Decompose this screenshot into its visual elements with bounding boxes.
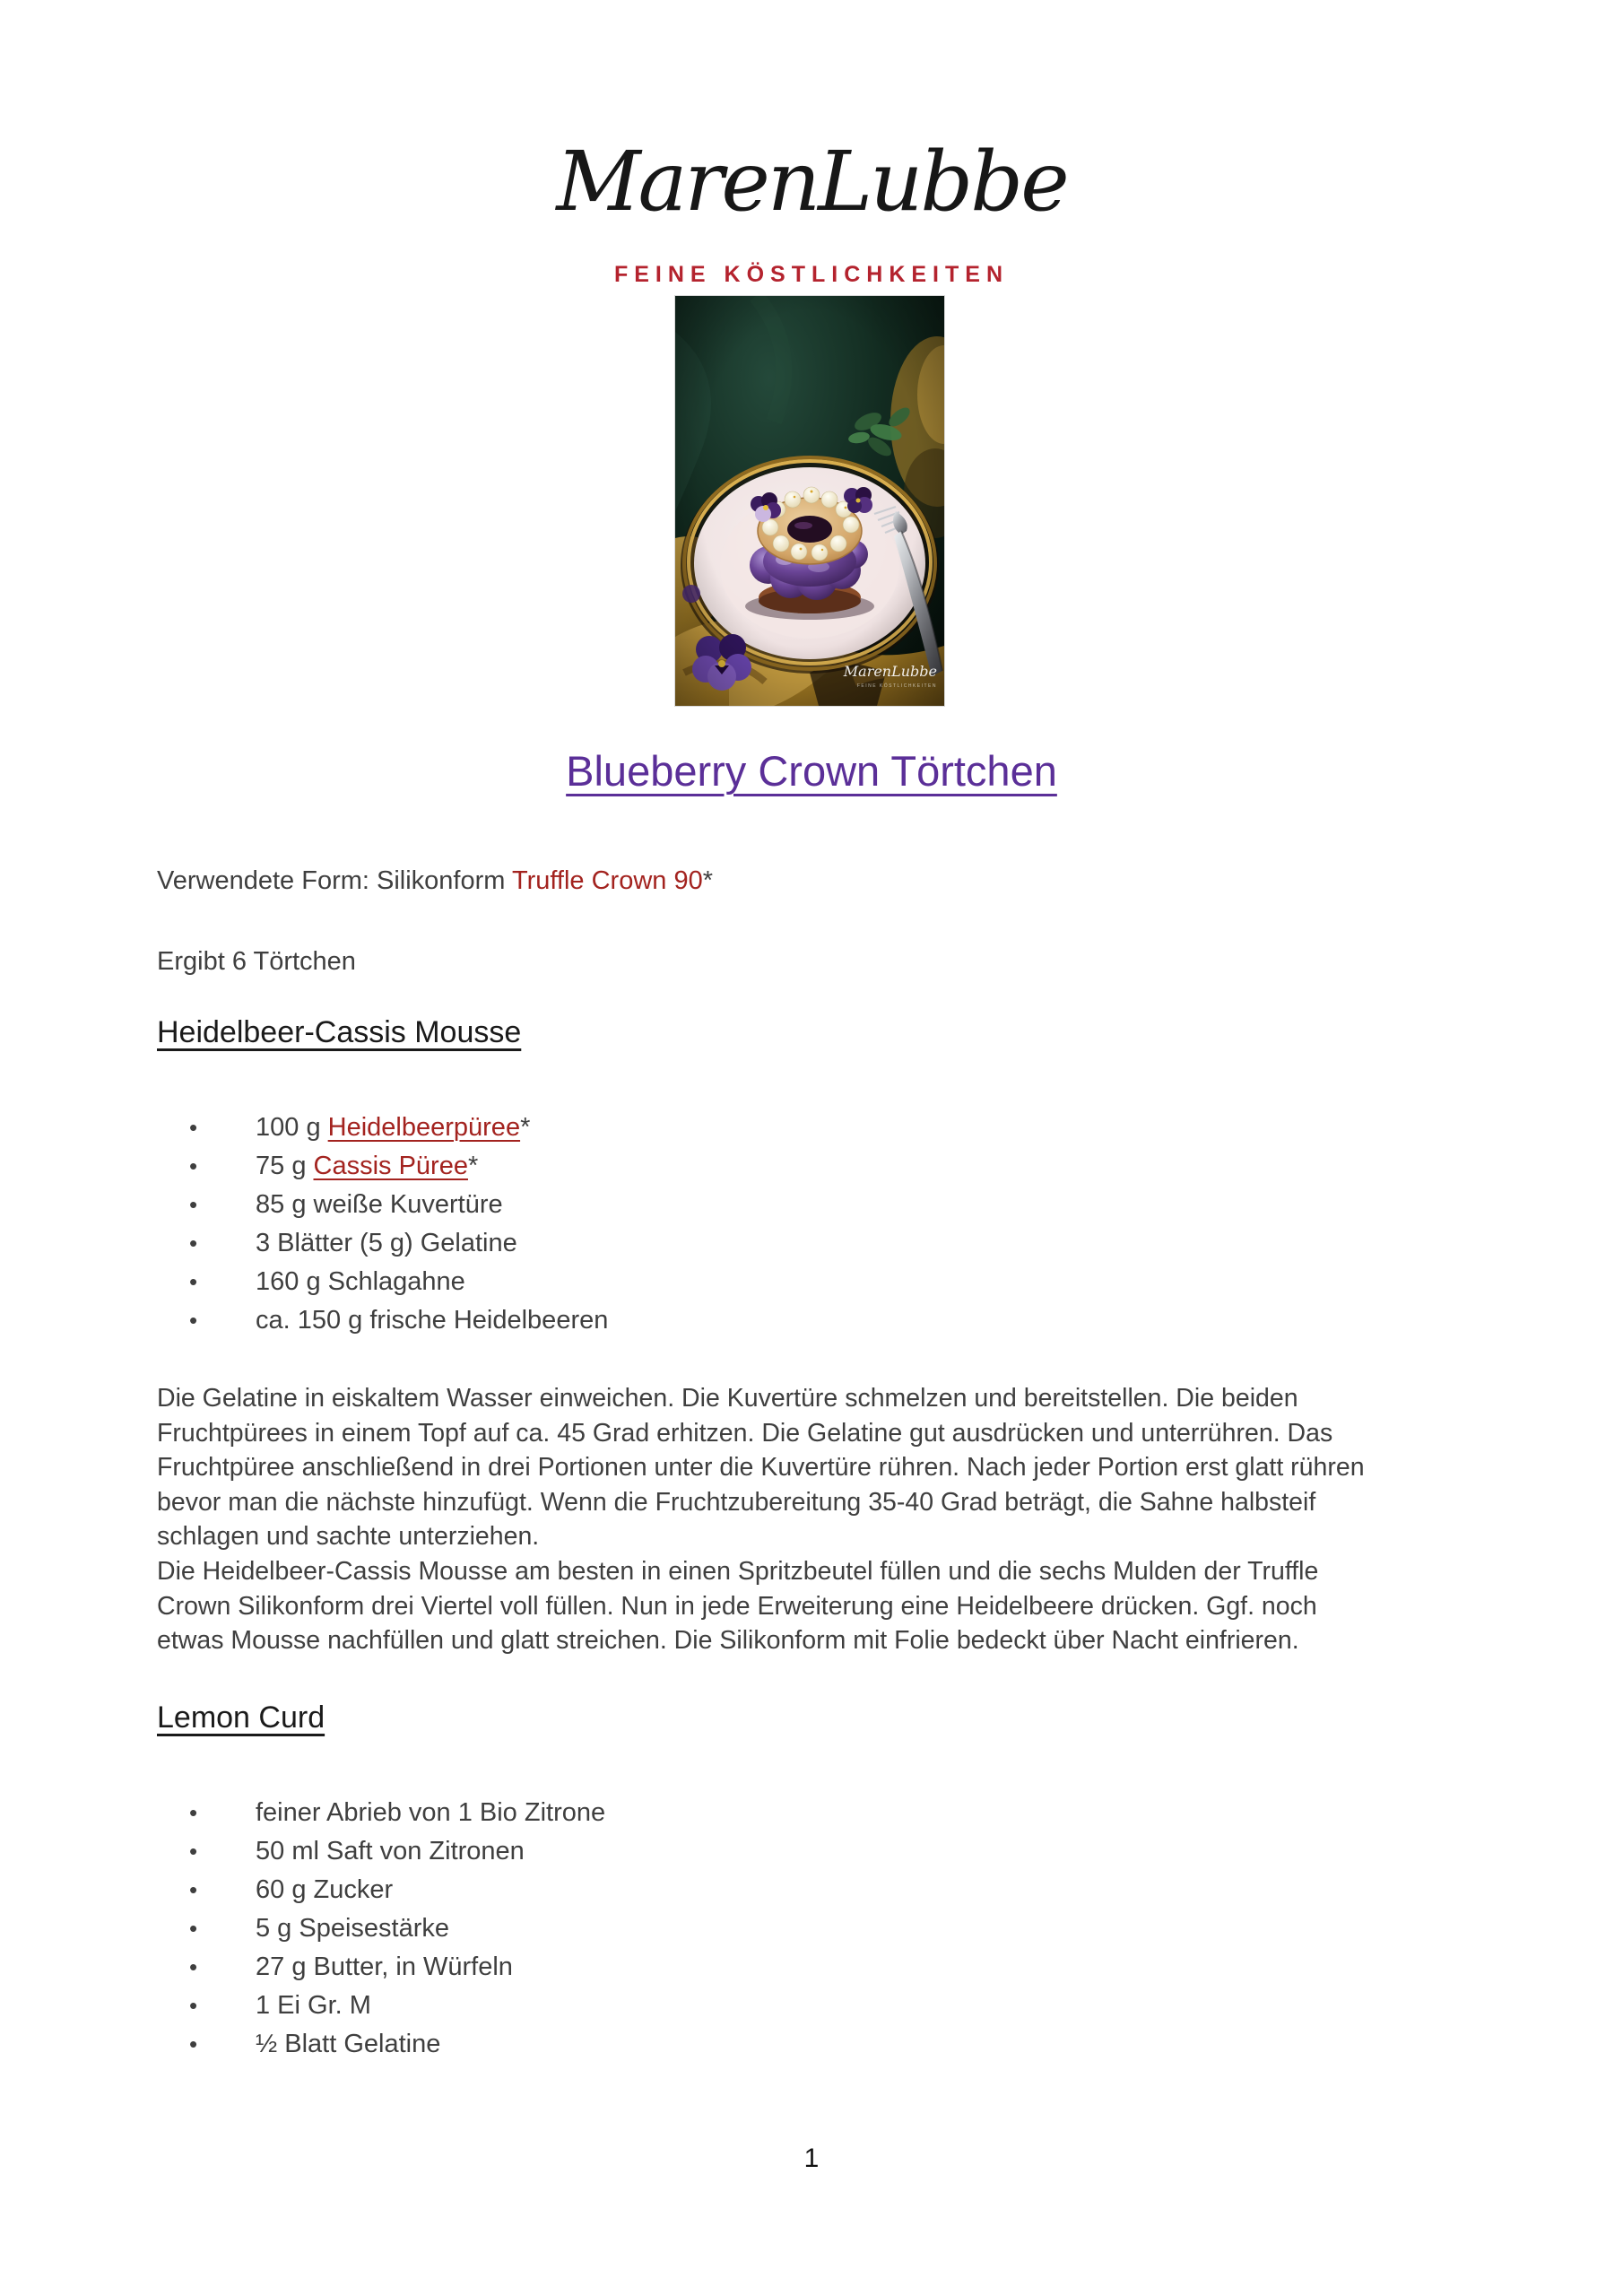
paragraph-line: etwas Mousse nachfüllen und glatt streichen. Die Silikonform mit Folie bedeckt über Nacht einfrieren.	[157, 1626, 1299, 1656]
ingredient-list-mousse	[157, 1109, 608, 1340]
bullet-icon: •	[189, 1799, 198, 1826]
ingredient-item	[157, 1832, 605, 1871]
ingredient-text: 75 g	[256, 1152, 314, 1180]
ingredient-item	[157, 1794, 605, 1832]
form-product-link[interactable]: Truffle Crown 90	[511, 866, 703, 895]
instructions-paragraph	[157, 1381, 1365, 1658]
paragraph-line: bevor man die nächste hinzufügt. Wenn die Fruchtzubereitung 35-40 Grad beträgt, die Sahne halbsteif	[157, 1487, 1316, 1517]
ingredient-item	[157, 1909, 605, 1948]
bullet-icon: •	[189, 1876, 198, 1903]
ingredient-text: 5 g Speisestärke	[256, 1914, 450, 1943]
bullet-icon: •	[189, 1838, 198, 1865]
ingredient-item	[157, 1224, 608, 1263]
paragraph-line: schlagen und sachte unterziehen.	[157, 1522, 540, 1552]
svg-text:FEINE KÖSTLICHKEITEN: FEINE KÖSTLICHKEITEN	[856, 683, 937, 689]
ingredient-text: ½ Blatt Gelatine	[256, 2030, 441, 2058]
form-line-asterisk: *	[702, 866, 714, 895]
paragraph-line: Crown Silikonform drei Viertel voll füllen. Nun in jede Erweiterung eine Heidelbeere drücken. Ggf. noch	[157, 1591, 1317, 1621]
ingredient-list-lemon-curd	[157, 1794, 605, 2064]
ingredient-item	[157, 1186, 608, 1224]
ingredient-item	[157, 1301, 608, 1340]
ingredient-text: feiner Abrieb von 1 Bio Zitrone	[256, 1798, 606, 1827]
ingredient-asterisk: *	[520, 1113, 531, 1142]
yield-line: Ergibt 6 Törtchen	[157, 947, 356, 976]
brand-tagline: FEINE KÖSTLICHKEITEN	[613, 262, 1009, 287]
page-title: Blueberry Crown Törtchen	[566, 747, 1057, 795]
form-line-label: Verwendete Form: Silikonform	[157, 866, 512, 895]
ingredient-text: 100 g	[256, 1113, 328, 1142]
ingredient-text: 27 g Butter, in Würfeln	[256, 1952, 513, 1981]
section-heading-mousse: Heidelbeer-Cassis Mousse	[157, 1015, 522, 1049]
ingredient-link[interactable]: Heidelbeerpüree	[327, 1113, 521, 1142]
ingredient-item	[157, 1263, 608, 1301]
paragraph-line: Die Heidelbeer-Cassis Mousse am besten in einen Spritzbeutel füllen und die sechs Mulden der Truffle	[157, 1556, 1319, 1586]
section-heading-lemon-curd: Lemon Curd	[157, 1700, 325, 1735]
ingredient-text: 3 Blätter (5 g) Gelatine	[256, 1229, 517, 1257]
ingredient-item	[157, 1871, 605, 1909]
bullet-icon: •	[189, 1114, 198, 1141]
bullet-icon: •	[189, 1230, 198, 1257]
ingredient-link[interactable]: Cassis Püree	[313, 1152, 468, 1180]
ingredient-asterisk: *	[467, 1152, 479, 1180]
ingredient-item	[157, 1948, 605, 1987]
bullet-icon: •	[189, 1307, 198, 1334]
page-number: 1	[803, 2144, 820, 2173]
brand-logo: MarenLubbe	[556, 134, 1067, 230]
ingredient-text: 160 g Schlagahne	[256, 1267, 465, 1296]
ingredient-text: 60 g Zucker	[256, 1875, 394, 1904]
bullet-icon: •	[189, 1191, 198, 1218]
photo-watermark: MarenLubbe	[843, 663, 937, 680]
ingredient-item	[157, 1987, 605, 2025]
bullet-icon: •	[189, 2031, 198, 2057]
ingredient-text: 50 ml Saft von Zitronen	[256, 1837, 525, 1866]
bullet-icon: •	[189, 1152, 198, 1179]
bullet-icon: •	[189, 1268, 198, 1295]
bullet-icon: •	[189, 1953, 198, 1980]
recipe-photo	[675, 296, 944, 706]
ingredient-text: ca. 150 g frische Heidelbeeren	[256, 1306, 609, 1335]
form-line	[157, 866, 713, 896]
paragraph-line: Fruchtpürees in einem Topf auf ca. 45 Grad erhitzen. Die Gelatine gut ausdrücken und unterrühren. Das	[157, 1418, 1333, 1448]
ingredient-item	[157, 1109, 608, 1147]
ingredient-item	[157, 1147, 608, 1186]
bullet-icon: •	[189, 1915, 198, 1942]
ingredient-text: 85 g weiße Kuvertüre	[256, 1190, 503, 1219]
paragraph-line: Fruchtpüree anschließend in drei Portionen unter die Kuvertüre rühren. Nach jeder Portion erst glatt rühren	[157, 1453, 1365, 1483]
ingredient-item	[157, 2025, 605, 2064]
bullet-icon: •	[189, 1992, 198, 2019]
paragraph-line: Die Gelatine in eiskaltem Wasser einweichen. Die Kuvertüre schmelzen und bereitstellen. Die beiden	[157, 1384, 1298, 1413]
ingredient-text: 1 Ei Gr. M	[256, 1991, 371, 2020]
